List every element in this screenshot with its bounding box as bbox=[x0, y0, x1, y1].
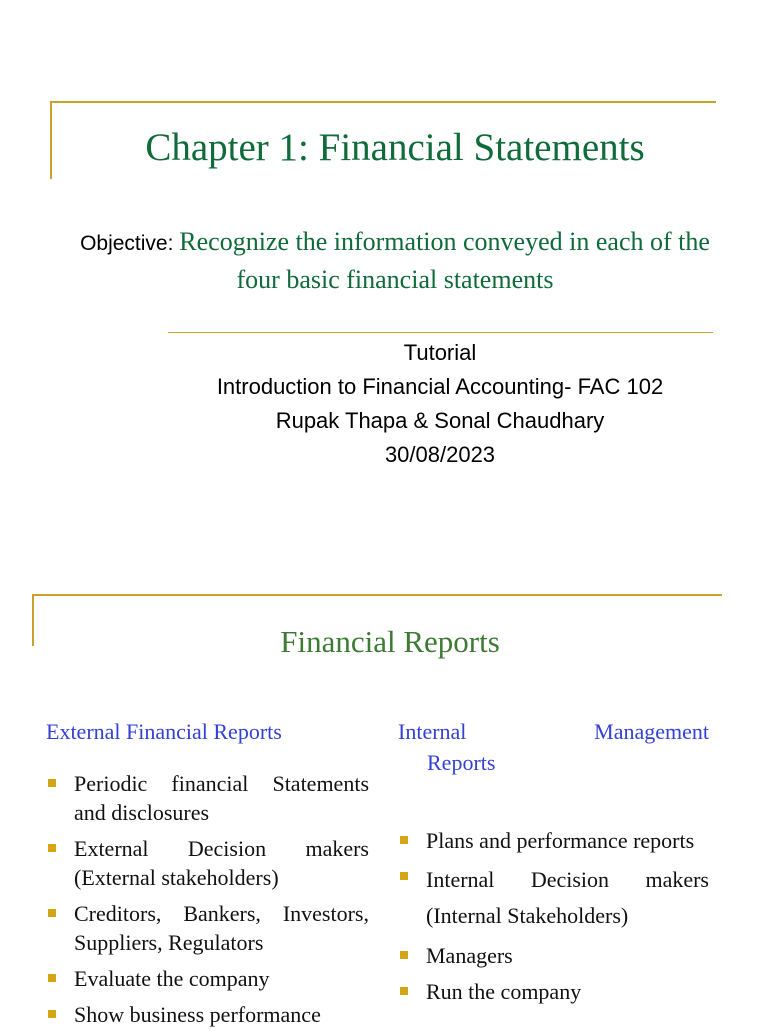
internal-reports-list bbox=[398, 826, 709, 1006]
slide-frame-top bbox=[50, 101, 716, 103]
internal-reports-column bbox=[398, 716, 709, 1013]
list-item: Evaluate the company bbox=[46, 964, 369, 993]
slide-title-heading: Chapter 1: Financial Statements bbox=[145, 126, 645, 169]
internal-reports-heading: Internal Management bbox=[398, 719, 709, 744]
slide-financial-reports bbox=[0, 580, 768, 1027]
external-reports-heading: External Financial Reports bbox=[46, 719, 282, 744]
external-reports-column bbox=[46, 716, 369, 1036]
info-line-authors: Rupak Thapa & Sonal Chaudhary bbox=[275, 408, 605, 433]
info-line-course: Introduction to Financial Accounting- FAC 102 bbox=[216, 374, 664, 399]
objective-text-block bbox=[60, 224, 730, 298]
objective-label: Objective: bbox=[80, 232, 180, 255]
info-line-tutorial: Tutorial bbox=[403, 340, 477, 365]
course-info bbox=[170, 336, 710, 472]
divider-rule bbox=[168, 332, 713, 333]
external-reports-list bbox=[46, 769, 369, 1029]
list-item: Managers bbox=[398, 941, 709, 970]
list-item: Periodic financial Statements and disclosures bbox=[46, 769, 369, 827]
list-item: External Decision makers (External stakeholders) bbox=[46, 834, 369, 892]
list-item: Run the company bbox=[398, 977, 709, 1006]
list-item: Creditors, Bankers, Investors, Suppliers, Regulators bbox=[46, 899, 369, 957]
info-line-date: 30/08/2023 bbox=[384, 442, 496, 467]
slide-frame-top bbox=[32, 594, 722, 596]
objective-text: Recognize the information conveyed in each of the four basic financial statements bbox=[179, 227, 710, 294]
list-item: Show business performance bbox=[46, 1000, 369, 1029]
slide-heading: Financial Reports bbox=[280, 624, 500, 659]
list-item: Plans and performance reports bbox=[398, 826, 709, 855]
list-item: Internal Decision makers (Internal Stakeholders) bbox=[398, 862, 709, 934]
internal-reports-heading-line2: Reports bbox=[427, 750, 496, 775]
